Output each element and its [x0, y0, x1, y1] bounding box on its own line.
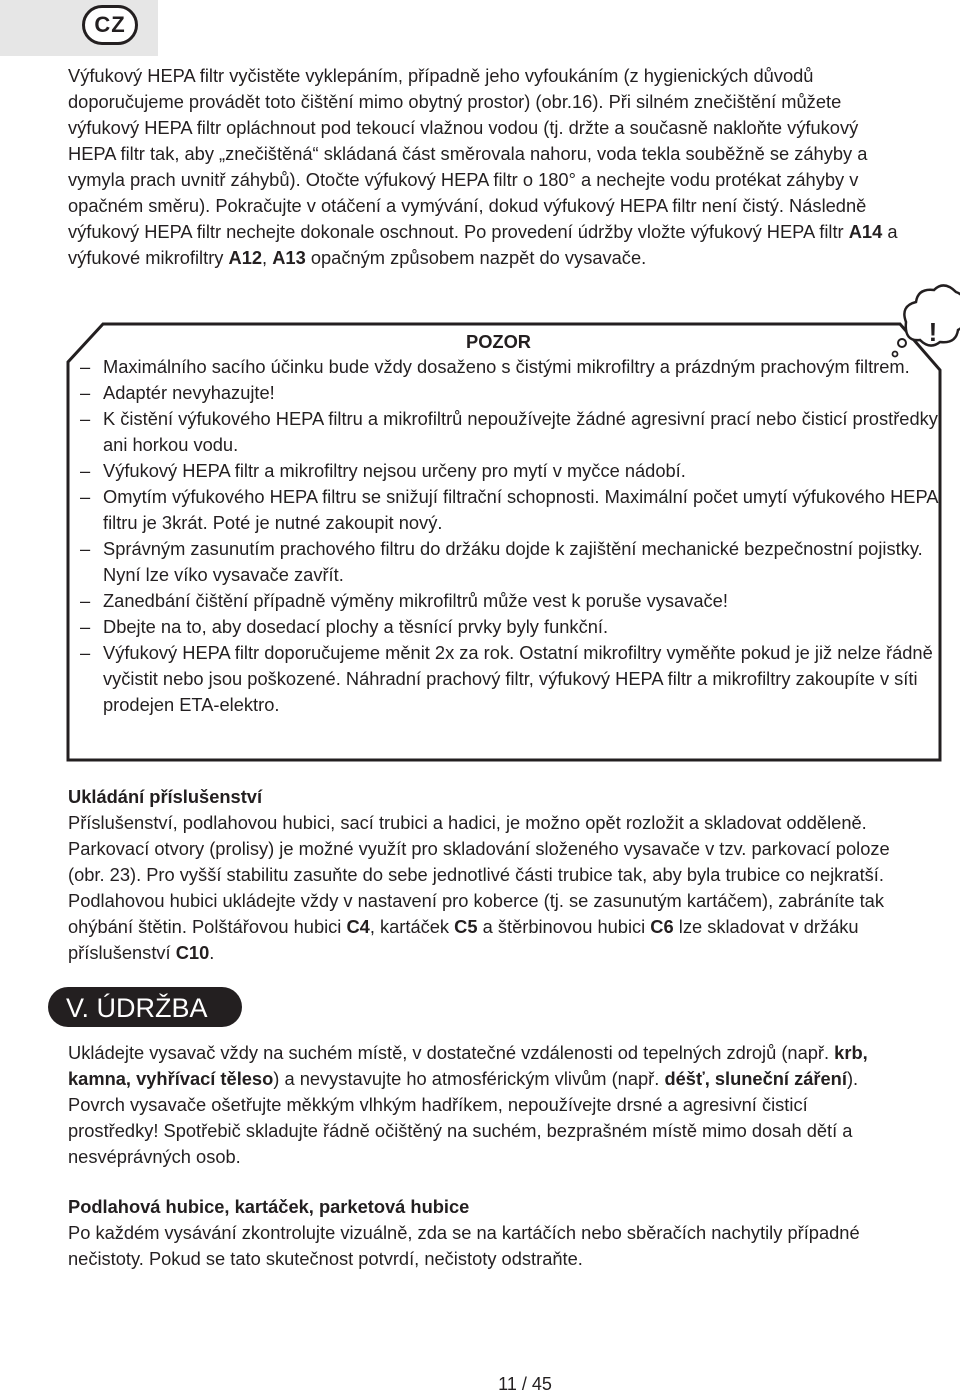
- intro-text-3: ,: [262, 247, 272, 268]
- heat-sources: krb, kamna, vyhřívací těleso: [68, 1042, 868, 1089]
- dash-bullet: –: [80, 380, 90, 406]
- floor-nozzle-paragraph: Po každém vysávání zkontrolujte vizuálně, zda se na kartáčích nebo sběračích nachytily případné nečistoty. Pokud se tato skutečnost potvrdí, nečistoty odstraňte.: [68, 1220, 898, 1272]
- warning-item: [80, 458, 940, 484]
- warning-item-text: Maximálního sacího účinku bude vždy dosaženo s čistými mikrofiltry a prázdným prachovým filtrem.: [103, 356, 910, 377]
- storage-paragraph: [68, 810, 898, 966]
- dash-bullet: –: [80, 614, 90, 640]
- maintenance-text-3: ). Povrch vysavače ošetřujte měkkým vlhkým hadříkem, nepoužívejte drsné a agresivní čisticí prostředky! Spotřebič skladujte řádně očištěný na suchém, bezprašném místě mimo dosah dětí a nesvéprávných osob.: [68, 1068, 858, 1167]
- maintenance-text-1: Ukládejte vysavač vždy na suchém místě, v dostatečné vzdálenosti od tepelných zdrojů (např.: [68, 1042, 834, 1063]
- warning-item: [80, 614, 940, 640]
- maintenance-paragraph: [68, 1040, 898, 1170]
- warning-item: [80, 588, 940, 614]
- dash-bullet: –: [80, 588, 90, 614]
- part-ref-a14: A14: [849, 221, 883, 242]
- storage-text-5: .: [209, 942, 214, 963]
- part-ref-c5: C5: [454, 916, 477, 937]
- dash-bullet: –: [80, 536, 90, 562]
- dash-bullet: –: [80, 354, 90, 380]
- warning-item: [80, 640, 940, 718]
- warning-item-text: Adaptér nevyhazujte!: [103, 382, 275, 403]
- part-ref-c10: C10: [176, 942, 210, 963]
- language-badge: CZ: [82, 5, 138, 45]
- warning-item-text: Správným zasunutím prachového filtru do držáku dojde k zajištění mechanické bezpečnostní pojistky. Nyní lze víko vysavače zavřít.: [103, 538, 923, 585]
- warning-item-text: Zanedbání čištění případně výměny mikrofiltrů může vest k poruše vysavače!: [103, 590, 728, 611]
- maintenance-text-2: ) a nevystavujte ho atmosférickým vlivům (např.: [273, 1068, 664, 1089]
- exclamation-mark: !: [929, 317, 938, 347]
- intro-text-1: Výfukový HEPA filtr vyčistěte vyklepáním, případně jeho vyfoukáním (z hygienických důvodů doporučujeme provádět toto čištění mimo obytný prostor) (obr.16). Při silném znečištění můžete výfukový HEPA filtr opláchnout pod tekoucí vlažnou vodou (tj. držte a současně nakloňte výfukový HEPA filtr tak, aby „znečištěná“ skládaná část směrovala nahoru, voda tekla souběžně se záhyby a vymyla prach uvnitř záhybů). Otočte výfukový HEPA filtr o 180° a nechejte vodu protékat záhyby v opačném směru). Pokračujte v otáčení a vymývání, dokud výfukový HEPA filtr není čistý. Následně výfukový HEPA filtr nechejte dokonale oschnout. Po provedení údržby vložte výfukový HEPA filtr: [68, 65, 867, 242]
- warning-item-text: Výfukový HEPA filtr doporučujeme měnit 2x za rok. Ostatní mikrofiltry vyměňte pokud je již nelze řádně vyčistit nebo jsou poškozené. Náhradní prachový filtr, výfukový HEPA filtr a mikrofiltry zakoupíte v síti prodejen ETA-elektro.: [103, 642, 933, 715]
- part-ref-a12: A12: [229, 247, 263, 268]
- dash-bullet: –: [80, 458, 90, 484]
- warning-title: POZOR: [466, 330, 531, 354]
- section-badge: V. ÚDRŽBA: [48, 987, 242, 1027]
- storage-heading: Ukládání příslušenství: [68, 784, 262, 810]
- warning-item: [80, 484, 940, 536]
- part-ref-a13: A13: [272, 247, 306, 268]
- floor-nozzle-heading: Podlahová hubice, kartáček, parketová hubice: [68, 1194, 469, 1220]
- warning-item: [80, 380, 940, 406]
- dash-bullet: –: [80, 640, 90, 666]
- warning-item-text: K čistění výfukového HEPA filtru a mikrofiltrů nepoužívejte žádné agresivní prací nebo čisticí prostředky ani horkou vodu.: [103, 408, 938, 455]
- part-ref-c4: C4: [346, 916, 369, 937]
- dash-bullet: –: [80, 484, 90, 510]
- intro-text-2: a výfukové mikrofiltry: [68, 221, 898, 268]
- part-ref-c6: C6: [650, 916, 673, 937]
- warning-item-text: Omytím výfukového HEPA filtru se snižují filtrační schopnosti. Maximální počet umytí výfukového HEPA filtru je 3krát. Poté je nutné zakoupit nový.: [103, 486, 938, 533]
- weather-influences: déšť, sluneční záření: [664, 1068, 847, 1089]
- storage-text-1: Příslušenství, podlahovou hubici, sací trubici a hadici, je možno opět rozložit a skladovat odděleně. Parkovací otvory (prolisy) je možné využít pro skladování složeného vysavače v tzv. parkovací poloze (obr. 23). Pro vyšší stabilitu zasuňte do sebe jednotlivé části trubice tak, aby byla trubice co nejkratší. Podlahovou hubici ukládejte vždy v nastavení pro koberce (tj. se zasunutým kartáčem), zabráníte tak ohýbání štětin. Polštářovou hubici: [68, 812, 890, 937]
- warning-item-text: Dbejte na to, aby dosedací plochy a těsnící prvky byly funkční.: [103, 616, 608, 637]
- warning-item: [80, 354, 940, 380]
- warning-item-text: Výfukový HEPA filtr a mikrofiltry nejsou určeny pro mytí v myčce nádobí.: [103, 460, 686, 481]
- warning-icon: [893, 285, 960, 356]
- storage-text-4: lze skladovat v držáku příslušenství: [68, 916, 859, 963]
- dash-bullet: –: [80, 406, 90, 432]
- page-number: 11 / 45: [0, 1372, 960, 1396]
- warning-item: [80, 536, 940, 588]
- warning-item: [80, 406, 940, 458]
- storage-text-2: , kartáček: [370, 916, 454, 937]
- warning-list: [80, 354, 940, 718]
- storage-text-3: a štěrbinovou hubici: [478, 916, 651, 937]
- intro-text-4: opačným způsobem nazpět do vysavače.: [306, 247, 646, 268]
